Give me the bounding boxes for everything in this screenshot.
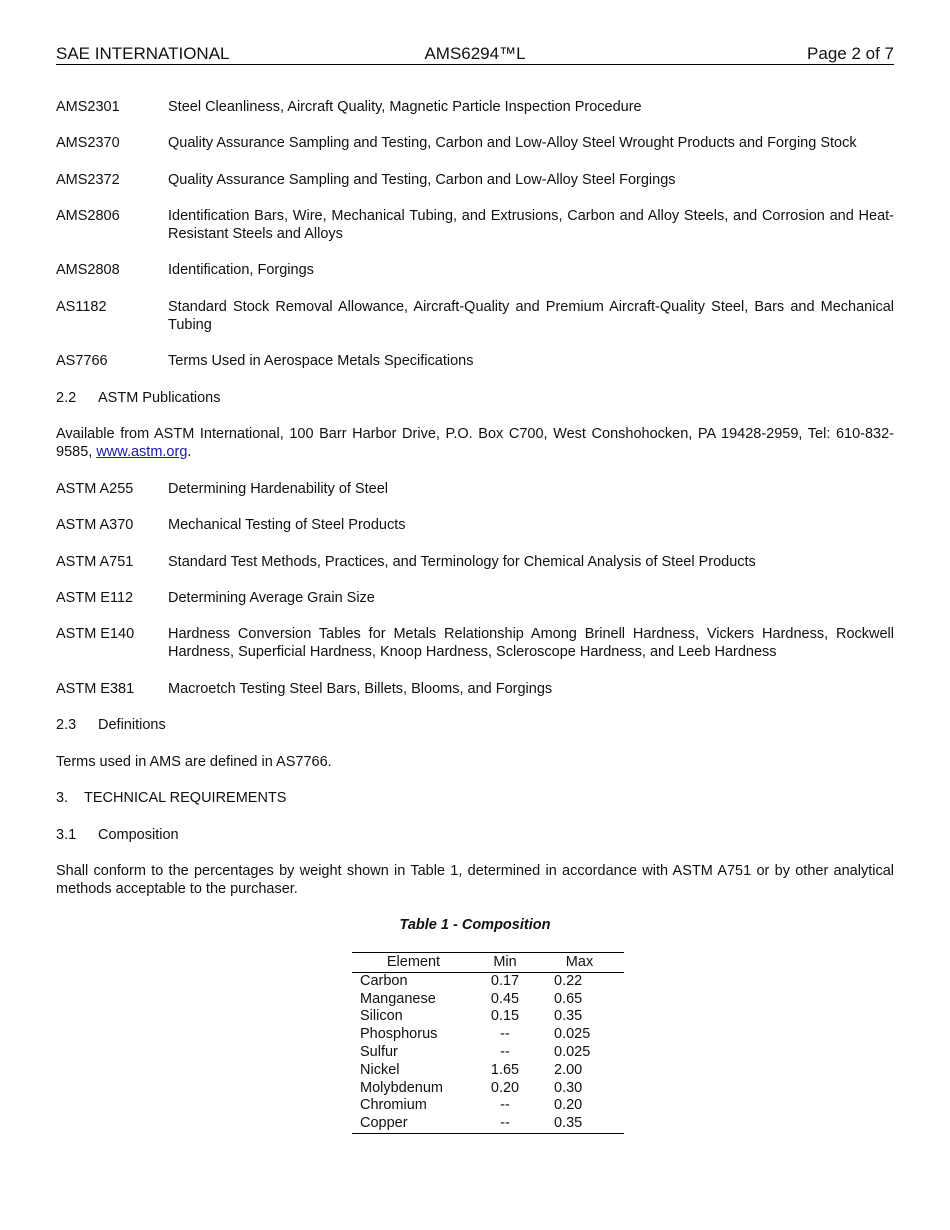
section-heading-3 xyxy=(56,789,286,807)
reference-code: AMS2806 xyxy=(56,208,120,224)
reference-code: AMS2370 xyxy=(56,135,120,151)
composition-table xyxy=(352,952,624,1134)
cell-element: Copper xyxy=(352,1115,475,1133)
section-number: 3. xyxy=(56,790,69,806)
reference-code: AS7766 xyxy=(56,353,108,369)
cell-min: 0.17 xyxy=(490,972,520,989)
table-row xyxy=(352,1080,624,1098)
column-header-max: Max xyxy=(535,953,624,973)
reference-title: Quality Assurance Sampling and Testing, Carbon and Low-Alloy Steel Forgings xyxy=(168,172,676,188)
reference-title: Macroetch Testing Steel Bars, Billets, Blooms, and Forgings xyxy=(168,681,553,697)
section-heading-3-1 xyxy=(56,826,179,844)
cell-element: Molybdenum xyxy=(360,1079,444,1096)
table-header-row xyxy=(352,953,624,973)
reference-code: ASTM A751 xyxy=(56,554,134,570)
column-header-min: Min xyxy=(475,953,535,973)
section-heading-2-3 xyxy=(56,716,166,734)
cell-min: 0.15 xyxy=(490,1008,520,1025)
reference-code: AMS2372 xyxy=(56,172,120,188)
cell-min: -- xyxy=(500,1026,510,1043)
table-row xyxy=(352,1044,624,1062)
astm-website-link[interactable]: www.astm.org xyxy=(96,444,188,460)
table-row xyxy=(352,1026,624,1044)
cell-max: 0.22 xyxy=(554,972,583,989)
table-title: Table 1 - Composition xyxy=(399,917,551,933)
reference-title: Identification, Forgings xyxy=(168,262,314,278)
cell-max: 2.00 xyxy=(554,1061,583,1078)
section-number: 3.1 xyxy=(56,827,77,843)
reference-code: ASTM E381 xyxy=(56,681,135,697)
cell-max: 0.025 xyxy=(554,1026,591,1043)
cell-min: 0.20 xyxy=(490,1079,520,1096)
reference-code: AS1182 xyxy=(56,299,107,315)
reference-title: Determining Average Grain Size xyxy=(168,590,375,606)
table-row xyxy=(352,1062,624,1080)
cell-min: 0.45 xyxy=(490,990,520,1007)
section-title: TECHNICAL REQUIREMENTS xyxy=(84,790,287,806)
section-number: 2.2 xyxy=(56,390,77,406)
reference-title: Identification Bars, Wire, Mechanical Tubing, and Extrusions, Carbon and Alloy Steels, and Corrosion and Heat-Resistant Steels and Alloys xyxy=(168,208,894,242)
cell-element: Silicon xyxy=(360,1008,403,1025)
cell-min: -- xyxy=(475,1115,535,1133)
reference-code: ASTM A370 xyxy=(56,517,134,533)
reference-title: Quality Assurance Sampling and Testing, Carbon and Low-Alloy Steel Wrought Products and Forging Stock xyxy=(168,135,857,151)
table-row xyxy=(352,991,624,1009)
table-row xyxy=(352,972,624,990)
cell-min: 1.65 xyxy=(490,1061,520,1078)
availability-text: Available from ASTM International, 100 Barr Harbor Drive, P.O. Box C700, West Conshohocken, PA 19428-2959, Tel: 610-832-9585, xyxy=(56,426,894,460)
cell-max: 0.65 xyxy=(554,990,583,1007)
availability-trailing: . xyxy=(187,444,192,460)
table-row xyxy=(352,1115,624,1133)
page-header xyxy=(56,44,894,65)
reference-title: Terms Used in Aerospace Metals Specifications xyxy=(168,353,474,369)
reference-code: ASTM E112 xyxy=(56,590,134,606)
header-page-number: Page 2 of 7 xyxy=(807,44,894,63)
reference-code: ASTM A255 xyxy=(56,481,134,497)
cell-max: 0.35 xyxy=(535,1115,624,1133)
reference-code: ASTM E140 xyxy=(56,626,135,642)
cell-max: 0.30 xyxy=(554,1079,583,1096)
column-header-element: Element xyxy=(352,953,475,973)
cell-element: Chromium xyxy=(360,1097,427,1114)
definitions-paragraph: Terms used in AMS are defined in AS7766. xyxy=(56,754,332,770)
reference-title: Standard Stock Removal Allowance, Aircraft-Quality and Premium Aircraft-Quality Steel, Bars and Mechanical Tubing xyxy=(168,299,894,333)
cell-element: Sulfur xyxy=(360,1043,398,1060)
cell-max: 0.35 xyxy=(554,1008,583,1025)
reference-title: Determining Hardenability of Steel xyxy=(168,481,389,497)
cell-element: Carbon xyxy=(360,972,408,989)
reference-code: AMS2301 xyxy=(56,99,120,115)
reference-title: Mechanical Testing of Steel Products xyxy=(168,517,406,533)
section-title: Composition xyxy=(98,827,179,843)
cell-min: -- xyxy=(500,1097,510,1114)
section-title: Definitions xyxy=(98,717,166,733)
cell-element: Phosphorus xyxy=(360,1026,438,1043)
cell-max: 0.20 xyxy=(554,1097,583,1114)
cell-element: Manganese xyxy=(360,990,436,1007)
cell-element: Nickel xyxy=(360,1061,400,1078)
header-doc-number: AMS6294™L xyxy=(424,44,526,63)
section-number: 2.3 xyxy=(56,717,77,733)
reference-code: AMS2808 xyxy=(56,262,120,278)
cell-max: 0.025 xyxy=(554,1043,591,1060)
section-title: ASTM Publications xyxy=(98,390,221,406)
section-heading-2-2 xyxy=(56,389,221,407)
table-row xyxy=(352,1097,624,1115)
cell-min: -- xyxy=(500,1043,510,1060)
table-row xyxy=(352,1008,624,1026)
astm-availability-paragraph xyxy=(56,425,894,461)
document-page xyxy=(56,0,894,1230)
header-org: SAE INTERNATIONAL xyxy=(56,44,230,63)
reference-title: Steel Cleanliness, Aircraft Quality, Magnetic Particle Inspection Procedure xyxy=(168,99,642,115)
reference-title: Standard Test Methods, Practices, and Terminology for Chemical Analysis of Steel Products xyxy=(168,554,756,570)
reference-title: Hardness Conversion Tables for Metals Relationship Among Brinell Hardness, Vickers Hardness, Rockwell Hardness, Superficial Hardness, Knoop Hardness, Scleroscope Hardness, and Leeb Hardness xyxy=(168,626,894,660)
composition-paragraph: Shall conform to the percentages by weight shown in Table 1, determined in accordance with ASTM A751 or by other analytical methods acceptable to the purchaser. xyxy=(56,863,894,897)
